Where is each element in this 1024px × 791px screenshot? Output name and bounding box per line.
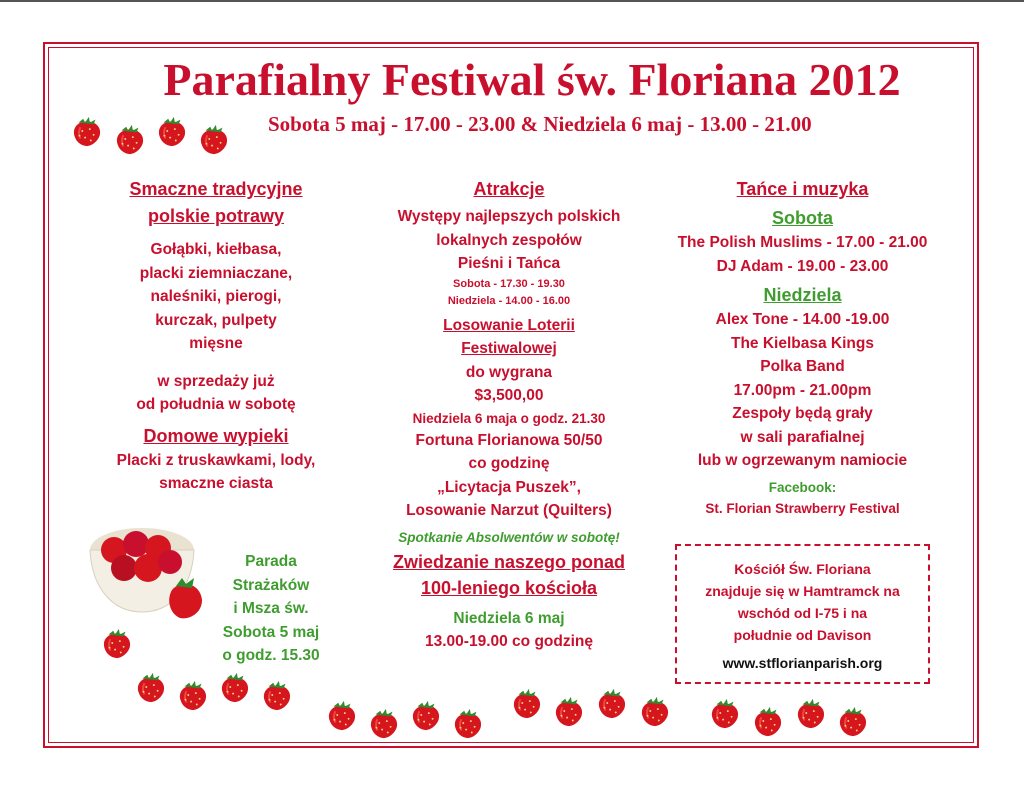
band-line: The Kielbasa Kings [731,334,874,352]
sale-line: od południa w sobotę [136,396,296,413]
location-line: znajduje się w Hamtramck na [705,583,900,599]
top-rule [0,0,1024,2]
website-link[interactable]: www.stflorianparish.org [722,655,883,671]
lottery-heading-line: Losowanie Loterii [443,316,575,334]
food-item: mięsne [189,335,243,352]
strawberry-icon [176,678,210,712]
sunday-lineup [655,308,950,473]
strawberry-icon [409,698,443,732]
strawberry-icon [367,706,401,740]
strawberry-icon [155,114,189,148]
parade-line: Sobota 5 maj [222,623,320,641]
food-sale-note [88,370,344,417]
food-items [88,238,344,356]
food-heading [88,176,344,230]
lottery-time: Niedziela 6 maja o godz. 21.30 [412,410,606,426]
festival-dates: Sobota 5 maj - 17.00 - 23.00 & Niedziela 6 maj - 13.00 - 21.00 [268,112,812,136]
lottery-line: do wygrana [465,363,553,381]
bakery-items [88,449,344,496]
attractions-lines [373,205,645,276]
band-line: lub w ogrzewanym namiocie [697,452,908,469]
food-item: Gołąbki, kiełbasa, [150,241,282,258]
strawberry-icon [552,694,586,728]
bakery-item: Placki z truskawkami, lody, [116,451,316,469]
strawberry-icon [113,122,147,156]
saturday-heading: Sobota [772,208,833,228]
strawberry-icon [325,698,359,732]
facebook-page-link[interactable]: St. Florian Strawberry Festival [705,500,900,516]
band-line: Alex Tone - 14.00 -19.00 [715,311,890,328]
tour-time: 13.00-19.00 co godzinę [425,633,593,650]
band-line: Zespoły będą grały [732,405,873,422]
sunday-heading: Niedziela [763,285,842,305]
band-line: The Polish Muslims - 17.00 - 21.00 [677,234,928,251]
parade-line: Parada Strażaków [232,553,310,594]
parade-section [206,550,336,668]
food-heading-line: polskie potrawy [147,206,285,226]
sale-line: w sprzedaży już [157,372,275,390]
bakery-heading: Domowe wypieki [143,425,289,446]
fortuna-line: Fortuna Florianowa 50/50 [415,431,603,449]
location-text [680,558,925,674]
alumni-note: Spotkanie Absolwentów w sobotę! [398,529,620,545]
lottery-heading-line: Festiwalowej [461,340,557,357]
band-line: 17.00pm - 21.00pm [733,381,872,399]
strawberry-bowl-icon [84,520,214,630]
music-heading: Tańce i muzyka [736,179,869,199]
attractions-heading: Atrakcje [473,179,545,199]
strawberry-icon [638,694,672,728]
strawberry-icon [134,670,168,704]
saturday-lineup [655,231,950,278]
tour-day: Niedziela 6 maj [453,609,565,627]
attraction-line: Pieśni i Tańca [457,255,561,272]
lottery-prize: $3,500,00 [474,387,544,404]
strawberry-icon [510,686,544,720]
food-item: naleśniki, pierogi, [150,288,282,305]
attractions-section [373,176,645,654]
food-item: placki ziemniaczane, [139,264,293,282]
strawberry-icon [595,686,629,720]
attraction-line: lokalnych zespołów [436,231,582,249]
facebook-label: Facebook: [768,479,837,495]
strawberry-icon [794,696,828,730]
band-line: DJ Adam - 19.00 - 23.00 [716,257,889,275]
fortuna-line: Losowanie Narzut (Quilters) [406,502,612,519]
fortuna-lines [373,429,645,523]
fortuna-line: „Licytacja Puszek”, [437,478,581,496]
festival-title: Parafialny Festiwal św. Floriana 2012 [163,54,901,105]
strawberry-icon [197,122,231,156]
strawberry-icon [100,626,134,660]
strawberry-icon [708,696,742,730]
attraction-time: Niedziela - 14.00 - 16.00 [447,294,571,307]
lottery-heading [373,314,645,361]
attraction-line: Występy najlepszych polskich [397,208,621,225]
music-section [655,176,950,519]
lottery-lines [373,361,645,408]
location-line: wschód od I-75 i na [737,605,868,621]
tour-heading-line: 100-leniego kościoła [420,577,598,598]
strawberry-icon [260,678,294,712]
tour-heading-line: Zwiedzanie naszego ponad [392,551,626,572]
fortuna-line: co godzinę [468,455,550,472]
band-line: Polka Band [760,358,845,375]
attraction-time: Sobota - 17.30 - 19.30 [453,277,565,290]
strawberry-icon [70,114,104,148]
food-heading-line: Smaczne tradycyjne [129,179,303,199]
strawberry-icon [836,704,870,738]
food-section [88,176,344,496]
parade-line: o godz. 15.30 [222,647,320,664]
location-line: Kościół Św. Floriana [734,561,871,577]
strawberry-icon [218,670,252,704]
band-line: w sali parafialnej [740,428,865,446]
tour-heading [373,549,645,601]
attractions-times [373,276,645,310]
strawberry-icon [451,706,485,740]
bakery-item: smaczne ciasta [159,475,273,492]
location-line: południe od Davison [733,627,872,643]
food-item: kurczak, pulpety [155,311,277,329]
parade-line: i Msza św. [233,600,309,617]
strawberry-icon [751,704,785,738]
